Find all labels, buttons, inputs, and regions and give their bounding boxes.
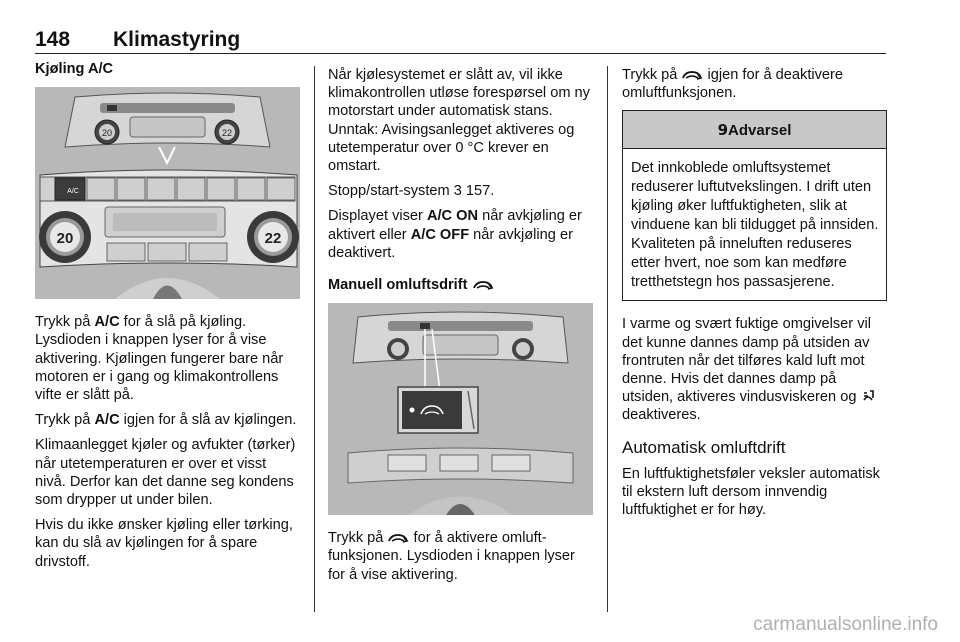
paragraph: Klimaanlegget kjøler og avfukter (tørker) når utetemperaturen er over et visst nivå. Derfor kan det danne seg kondens som drypper ut under bilen. [35,437,296,509]
big-left-temp-label: 20 [56,230,74,248]
recirculation-icon [861,389,875,403]
warning-box [622,110,887,301]
watermark: carmanualsonline.info [753,614,938,635]
section-heading-cooling: Kjøling A/C [35,61,114,77]
recirculation-icon [681,69,703,81]
paragraph: Hvis du ikke ønsker kjøling eller tørking, kan du slå av kjølingen for å spare drivstoff. [35,517,293,570]
page-number: 148 [35,28,71,51]
warning-icon: 9 [717,121,729,140]
column-3 [622,66,887,526]
climate-panel-figure [35,87,300,299]
cross-reference[interactable]: 3 157. [453,183,495,200]
page-header [35,28,886,54]
recirculation-icon [472,279,494,291]
small-left-temp-label: 20 [101,128,113,139]
paragraph: Trykk på igjen for å deaktivere omluftfunksjonen. [622,67,844,102]
warning-title: 9Advarsel [623,111,886,149]
column-2 [328,66,592,591]
paragraph: Displayet viser A/C ON når avkjøling er aktivert eller A/C OFF når avkjøling er deaktivert. [328,208,582,261]
section-heading-recirculation: Manuell omluftsdrift [328,276,592,294]
paragraph: En luftfuktighetsføler veksler automatisk til ekstern luft dersom innvendig luftfuktighet er for høy. [622,465,880,519]
paragraph: Trykk på for å aktivere omluftfunksjonen. Lysdioden i knappen lyser for å vise aktivering. [328,530,575,583]
big-right-temp-label: 22 [264,230,282,248]
paragraph: Når kjølesystemet er slått av, vil ikke klimakontrollen utløse forespørsel om ny motorstart under automatisk stans. Unntak: Avisingsanlegget aktiveres og utetemperatur over 0 °C krever en omstart. [328,67,590,175]
ac-button-label: A/C [67,188,79,196]
warning-text: Det innkoblede omluftsystemet reduserer luftutvekslingen. I drift uten kjøling øker luftfuktigheten, slik at vinduene kan bli tildugget på innsiden. Kvaliteten på inneluften reduseres etter hvert, noe som kan medføre tretthetstegn hos passasjerene. [631,160,879,291]
section-heading-auto-recirculation: Automatisk omluftdrift [622,437,786,457]
column-divider [607,66,608,612]
recirculation-icon [387,532,409,544]
chapter-title: Klimastyring [113,28,241,51]
small-right-temp-label: 22 [221,128,233,139]
paragraph: Trykk på A/C for å slå på kjøling. Lysdioden i knappen lyser for å vise aktivering. Kjølingen fungerer bare når motoren er i gang og klimakontrollens vifte er slått på. [35,314,284,404]
column-divider [314,66,315,612]
paragraph: I varme og svært fuktige omgivelser vil det kunne dannes damp på utsiden av frontruten når det tilføres kald luft mot denne. Hvis det dannes damp på utsiden, aktiveres vindusviskeren og deaktiveres. [622,315,887,424]
column-1 [35,60,300,578]
paragraph: Stopp/start-system 3 157. [328,183,495,200]
paragraph: Trykk på A/C igjen for å slå av kjølingen. [35,412,297,429]
recirculation-button-figure [328,303,593,515]
